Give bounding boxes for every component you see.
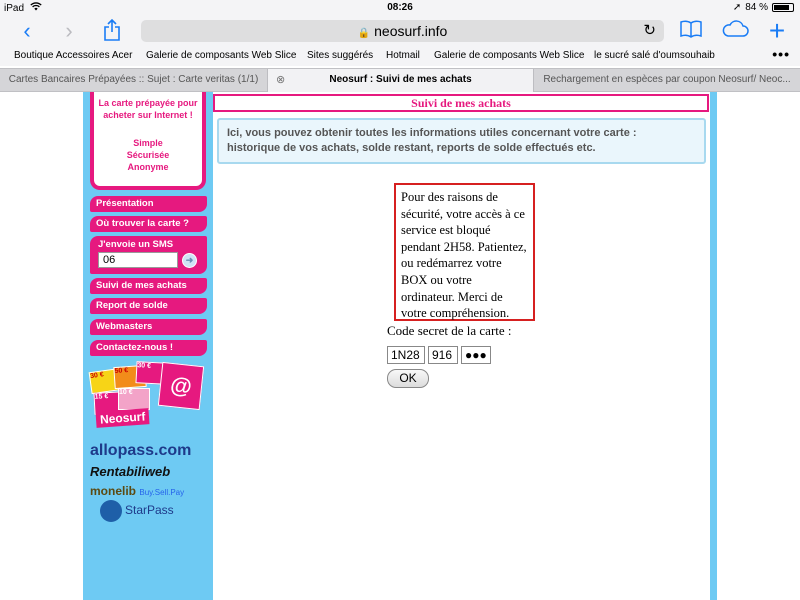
promo-secure: Sécurisée bbox=[126, 150, 170, 160]
card-value: 10 € bbox=[119, 389, 133, 396]
share-icon bbox=[103, 21, 121, 46]
battery-icon bbox=[772, 3, 794, 12]
bookmarks-button[interactable] bbox=[678, 19, 704, 43]
tab-label: Cartes Bancaires Prépayées :: Sujet : Carte veritas (1/1) bbox=[8, 74, 259, 85]
starpass-text: StarPass bbox=[125, 503, 174, 518]
monelib-text: monelib bbox=[90, 484, 137, 498]
bookmarks-bar bbox=[0, 46, 800, 66]
icloud-tabs-button[interactable] bbox=[720, 19, 750, 43]
tab-neosurf-suivi[interactable] bbox=[268, 69, 534, 92]
code-input-part1[interactable]: 1N28 bbox=[387, 346, 425, 364]
share-button[interactable] bbox=[99, 19, 125, 43]
url-text: neosurf.info bbox=[374, 23, 448, 39]
sidebar-item-report-solde[interactable]: Report de solde bbox=[90, 298, 207, 314]
info-line: Ici, vous pouvez obtenir toutes les informations utiles concernant votre carte : bbox=[227, 127, 637, 139]
tab-label: Neosurf : Suivi de mes achats bbox=[329, 74, 472, 85]
monelib-tagline: Buy.Sell.Pay bbox=[139, 488, 185, 497]
promo-simple: Simple bbox=[133, 138, 163, 148]
code-input-part3[interactable]: ●●● bbox=[461, 346, 491, 364]
at-sign-icon: @ bbox=[158, 362, 204, 410]
card-image bbox=[118, 388, 150, 410]
tab-rechargement[interactable] bbox=[534, 69, 800, 92]
chevron-left-icon: ‹ bbox=[23, 18, 31, 43]
starpass-icon bbox=[100, 500, 122, 522]
status-bar bbox=[0, 0, 800, 16]
allopass-text: allopass.com bbox=[90, 442, 192, 459]
info-line: historique de vos achats, solde restant, reports de solde effectués etc. bbox=[227, 142, 596, 154]
bookmark-item[interactable]: Hotmail bbox=[386, 50, 420, 61]
page-title: Suivi de mes achats bbox=[213, 94, 709, 112]
book-icon bbox=[680, 18, 702, 43]
arrow-right-icon: ➜ bbox=[185, 255, 194, 265]
right-border-strip bbox=[710, 92, 717, 600]
card-value: 30 € bbox=[89, 371, 105, 381]
lock-icon: 🔒 bbox=[357, 28, 371, 39]
forward-button[interactable] bbox=[56, 19, 82, 43]
sms-label: J'envoie un SMS bbox=[98, 239, 174, 250]
web-content bbox=[0, 92, 800, 600]
sidebar-item-ou-trouver[interactable]: Où trouver la carte ? bbox=[90, 216, 207, 232]
more-bookmarks-icon[interactable]: ••• bbox=[772, 46, 790, 62]
address-bar[interactable] bbox=[141, 20, 664, 42]
bookmark-item[interactable]: Galerie de composants Web Slice bbox=[434, 50, 585, 61]
sidebar-item-webmasters[interactable]: Webmasters bbox=[90, 319, 207, 335]
chevron-right-icon: › bbox=[65, 18, 73, 43]
monelib-logo[interactable] bbox=[90, 484, 184, 498]
bookmark-item[interactable]: Galerie de composants Web Slice bbox=[146, 50, 297, 61]
bookmark-item[interactable]: Sites suggérés bbox=[307, 50, 374, 61]
reload-icon[interactable]: ↻ bbox=[643, 22, 656, 39]
sms-send-button[interactable] bbox=[182, 253, 197, 268]
new-tab-button[interactable] bbox=[764, 15, 790, 46]
promo-box bbox=[90, 92, 206, 190]
close-tab-icon[interactable]: ⊗ bbox=[276, 74, 286, 86]
security-alert: Pour des raisons de sécurité, votre accès à ce service est bloqué pendant 2H58. Patientez, ou redémarrez votre BOX ou votre ordinateur. Merci de votre compréhension. bbox=[394, 183, 535, 321]
promo-line: La carte prépayée pour bbox=[98, 98, 198, 108]
plus-icon: + bbox=[768, 15, 786, 46]
location-arrow-icon: ➚ bbox=[732, 2, 742, 13]
sidebar-item-contact[interactable]: Contactez-nous ! bbox=[90, 340, 207, 356]
browser-toolbar bbox=[0, 16, 800, 46]
cloud-icon bbox=[721, 18, 749, 43]
tab-cartes-bancaires[interactable] bbox=[0, 69, 268, 92]
card-value: 50 € bbox=[114, 367, 129, 376]
device-label: iPad bbox=[4, 2, 25, 14]
promo-anonymous: Anonyme bbox=[127, 162, 169, 172]
back-button[interactable] bbox=[14, 19, 40, 43]
allopass-logo[interactable] bbox=[90, 442, 191, 460]
rentabiliweb-logo[interactable] bbox=[90, 464, 170, 479]
sidebar-item-presentation[interactable]: Présentation bbox=[90, 196, 207, 212]
clock: 08:26 bbox=[387, 2, 413, 13]
sidebar-item-suivi-achats[interactable]: Suivi de mes achats bbox=[90, 278, 207, 294]
ok-button[interactable]: OK bbox=[387, 369, 429, 388]
sms-widget bbox=[90, 236, 207, 274]
sms-phone-input[interactable]: 06 bbox=[98, 252, 178, 268]
bookmark-item[interactable]: Boutique Accessoires Acer bbox=[14, 50, 133, 61]
tab-bar bbox=[0, 68, 800, 92]
card-value: 30 € bbox=[137, 362, 152, 370]
rentabiliweb-text: Rentabiliweb bbox=[90, 464, 171, 479]
info-box bbox=[217, 118, 706, 164]
card-value: 15 € bbox=[94, 393, 109, 401]
starpass-logo[interactable] bbox=[100, 500, 174, 522]
promo-line: acheter sur Internet ! bbox=[103, 110, 193, 120]
secret-code-label: Code secret de la carte : bbox=[387, 323, 512, 338]
bookmark-item[interactable]: le sucré salé d'oumsouhaib bbox=[594, 50, 715, 61]
neosurf-cards-image bbox=[88, 362, 206, 432]
code-input-part2[interactable]: 916 bbox=[428, 346, 458, 364]
neosurf-logo: Neosurf bbox=[96, 408, 150, 428]
battery-percent: 84 % bbox=[745, 2, 768, 13]
tab-label: Rechargement en espèces par coupon Neosurf/ Neoc... bbox=[543, 74, 791, 85]
